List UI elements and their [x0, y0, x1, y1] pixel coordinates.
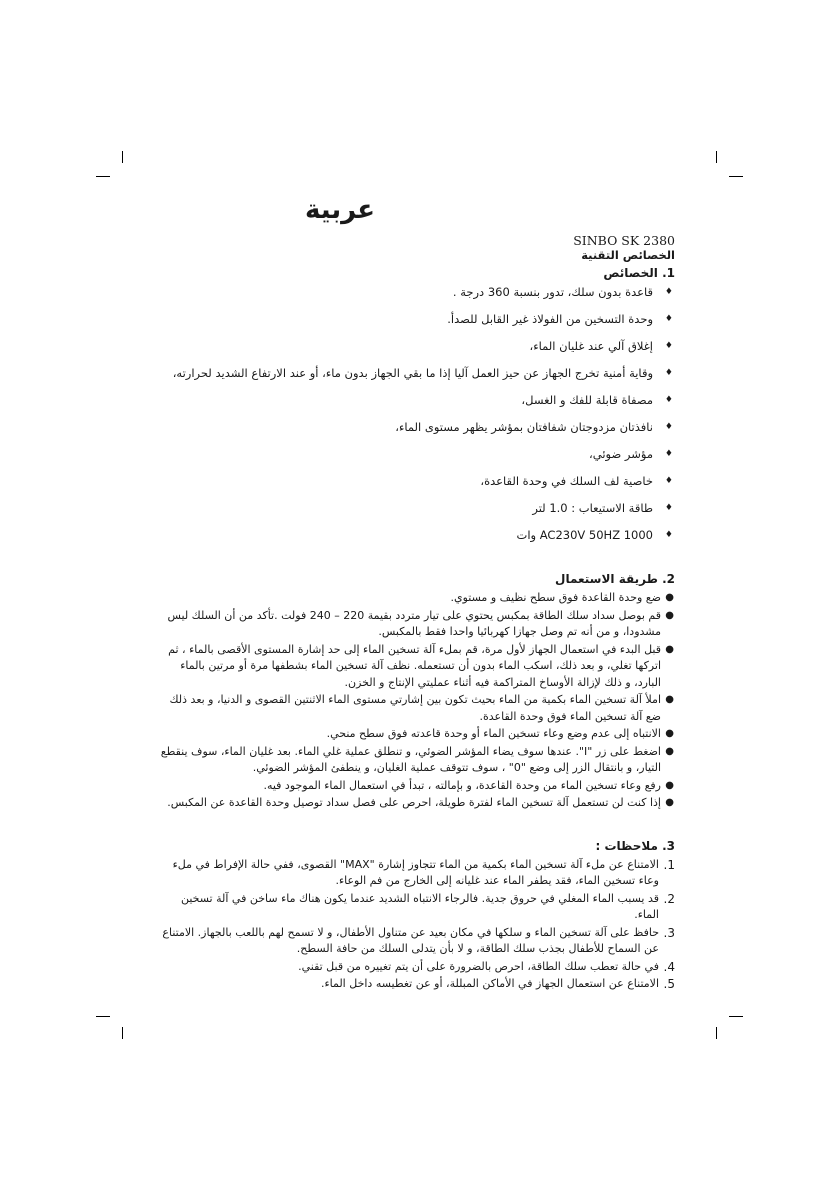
- list-item: ♦ خاصية لف السلك في وحدة القاعدة،: [480, 474, 673, 488]
- list-item: ♦ مؤشر ضوئي،: [589, 447, 673, 461]
- specs-title: الخصائص التقنية: [581, 248, 675, 262]
- list-item: 5. الامتناع عن استعمال الجهاز في الأماكن المبللة، أو عن تغطيسه داخل الماء.: [320, 977, 675, 991]
- list-item: ● قبل البدء في استعمال الجهاز لأول مرة، قم بملء آلة تسخين الماء إلى حد إشارة المستوى الأقصى بالماء ، ثم اتركها تغلي، و بعد ذلك، اسكب الماء بدون أن تستعمله. نظف آلة تسخين الماء بشطفها مرة أو مرتين بالماء البارد، و ذلك لإزالة الأوساخ المتراكمة فيه أثناء عمليتي الإنتاج و الخزن.: [168, 642, 674, 689]
- crop-mark: [729, 1016, 743, 1017]
- list-item: ● قم بوصل سداد سلك الطاقة بمكبس يحتوي على تيار متردد بقيمة 220 – 240 فولت .تأكد من أن السلك ليس مشدودا، و من أنه تم وصل جهازا كهربائيا واحدا فقط بالمكبس.: [167, 608, 674, 638]
- crop-mark: [122, 1027, 123, 1039]
- language-title: عربية: [304, 195, 376, 225]
- features-list: [160, 284, 675, 554]
- manual-page: [160, 195, 675, 994]
- list-item: ♦ AC230V 50HZ 1000 وات: [516, 528, 673, 542]
- list-item: ● الانتباه إلى عدم وضع وعاء تسخين الماء أو وحدة قاعدته فوق سطح منحي.: [326, 727, 674, 740]
- list-item: ♦ مصفاة قابلة للفك و الغسل،: [521, 393, 673, 407]
- crop-mark: [729, 176, 743, 177]
- notes-list: [160, 857, 675, 993]
- list-item: ● إذا كنت لن تستعمل آلة تسخين الماء لفترة طويلة، احرص على فصل سداد توصيل وحدة القاعدة عن المكبس.: [167, 796, 674, 809]
- list-item: ♦ وقاية أمنية تخرج الجهاز عن حيز العمل آليا إذا ما بقي الجهاز بدون ماء، أو عند الارتفاع الشديد لحرارته،: [172, 366, 673, 380]
- features-heading: 1. الخصائص: [603, 266, 675, 280]
- list-item: ● اضغط على زر "I". عندها سوف يضاء المؤشر الضوئي، و تنطلق عملية غلي الماء. بعد غليان الماء، سوف ينقطع التيار، و بانتقال الزر إلى وضع "0" ، سوف تتوقف عملية الغليان، و ينطفئ المؤشر الضوئي.: [160, 744, 674, 774]
- list-item: 2. قد يسبب الماء المغلي في حروق جدية. فالرجاء الانتباه الشديد عندما يكون هناك ماء ساخن في آلة تسخين الماء.: [180, 891, 675, 921]
- list-item: 4. في حالة تعطب سلك الطاقة، احرص بالضرورة على أن يتم تغييره من قبل تقني.: [298, 959, 675, 974]
- crop-mark: [96, 1016, 110, 1017]
- list-item: ♦ طاقة الاستيعاب : 1.0 لتر: [532, 501, 673, 515]
- list-item: 1. الامتناع عن ملء آلة تسخين الماء بكمية من الماء تتجاوز إشارة "MAX" القصوى، ففي حالة الإفراط في ملء وعاء تسخين الماء، فقد يطفر الماء عند غليانه إلى الخارج من فم الوعاء.: [172, 857, 675, 887]
- crop-mark: [122, 151, 123, 163]
- crop-mark: [96, 176, 110, 177]
- list-item: ● رفع وعاء تسخين الماء من وحدة القاعدة، و بإمالته ، تبدأ في استعمال الماء الموجود فيه.: [263, 778, 674, 792]
- list-item: ♦ إغلاق آلي عند غليان الماء،: [529, 339, 673, 353]
- crop-mark: [716, 151, 717, 163]
- notes-heading: 3. ملاحظات :: [595, 838, 675, 853]
- list-item: ● املأ آلة تسخين الماء بكمية من الماء بحيث تكون بين إشارتي مستوى الماء الاثنتين القصوى و الدنيا، و بعد ذلك ضع آلة تسخين الماء فوق وحدة القاعدة.: [169, 693, 674, 723]
- list-item: ♦ نافذتان مزدوجتان شفافتان بمؤشر يظهر مستوى الماء،: [395, 420, 673, 434]
- list-item: ♦ وحدة التسخين من الفولاذ غير القابل للصدأ.: [447, 312, 673, 326]
- list-item: ♦ قاعدة بدون سلك، تدور بنسبة 360 درجة .: [452, 285, 673, 299]
- usage-list: [160, 590, 675, 812]
- model-name: SINBO SK 2380: [573, 233, 675, 248]
- usage-heading: 2. طريقة الاستعمال: [555, 572, 675, 586]
- list-item: 3. حافظ على آلة تسخين الماء و سلكها في مكان بعيد عن متناول الأطفال، و لا تسمح لهم باللعب بالجهاز. الامتناع عن السماح للأطفال بجذب سلك الطاقة، و لا بأن يتدلى السلك من حافة السطح.: [162, 925, 675, 955]
- crop-mark: [716, 1027, 717, 1039]
- list-item: ● ضع وحدة القاعدة فوق سطح نظيف و مستوي.: [450, 591, 674, 604]
